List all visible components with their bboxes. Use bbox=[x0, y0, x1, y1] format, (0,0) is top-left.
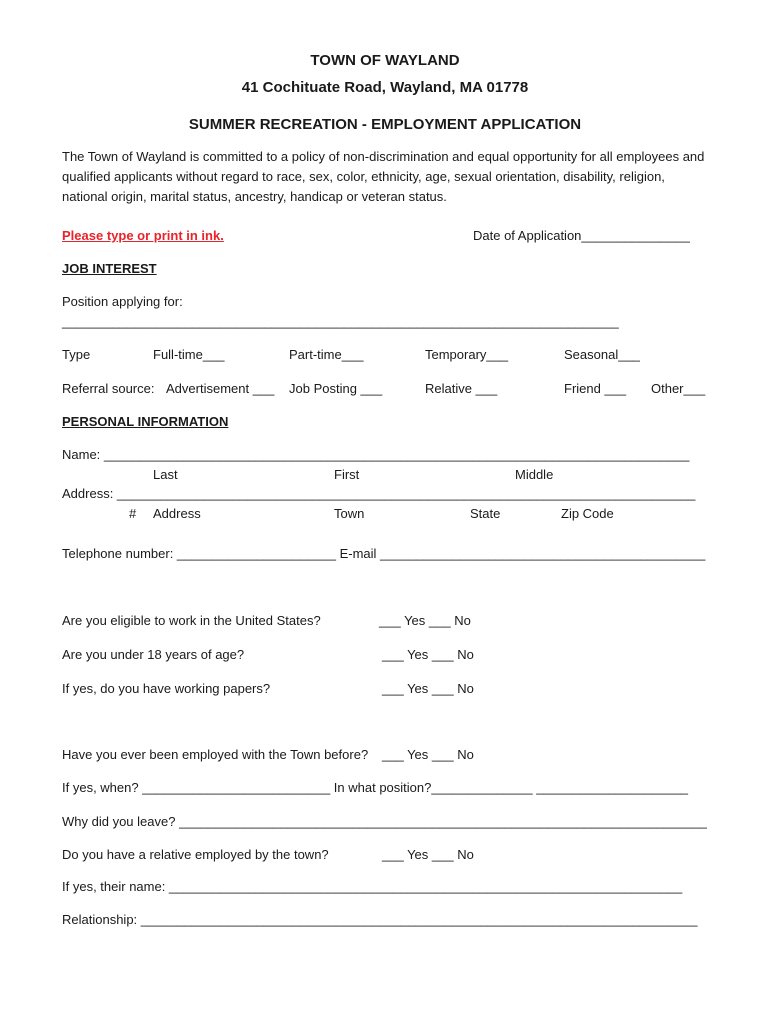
date-of-application-field[interactable]: Date of Application_______________ bbox=[473, 228, 690, 243]
referral-relative[interactable]: Relative ___ bbox=[425, 381, 498, 396]
referral-other[interactable]: Other___ bbox=[651, 381, 706, 396]
town-title: TOWN OF WAYLAND bbox=[310, 52, 460, 69]
answer-employed-before[interactable]: ___ Yes ___ No bbox=[382, 747, 474, 762]
address-street-label: Address bbox=[153, 506, 201, 521]
referral-label: Referral source: bbox=[62, 381, 155, 396]
address-state-label: State bbox=[470, 506, 501, 521]
name-middle-label: Middle bbox=[515, 467, 554, 482]
type-temporary[interactable]: Temporary___ bbox=[425, 347, 509, 362]
type-seasonal[interactable]: Seasonal___ bbox=[564, 347, 640, 362]
referral-friend[interactable]: Friend ___ bbox=[564, 381, 627, 396]
question-working-papers: If yes, do you have working papers? bbox=[62, 681, 271, 696]
type-part-time[interactable]: Part-time___ bbox=[289, 347, 364, 362]
phone-email-field[interactable]: Telephone number: ______________________ E-mail _____________________________________________ bbox=[62, 546, 706, 561]
referral-job-posting[interactable]: Job Posting ___ bbox=[289, 381, 383, 396]
answer-under-18[interactable]: ___ Yes ___ No bbox=[382, 647, 474, 662]
relative-name-field[interactable]: If yes, their name: _______________________________________________________________________ bbox=[62, 879, 683, 894]
position-field[interactable]: _____________________________________________________________________________ bbox=[62, 314, 619, 329]
policy-statement: The Town of Wayland is committed to a policy of non-discrimination and equal opportunity for all employees and qualified applicants without regard to race, sex, color, ethnicity, age, sexual orientation, disability, religion, national origin, marital status, ancestry, handicap or veteran status. bbox=[62, 149, 705, 204]
question-employed-before: Have you ever been employed with the Town before? bbox=[62, 747, 369, 762]
address-field[interactable]: Address: ________________________________________________________________________________ bbox=[62, 486, 696, 501]
form-title: SUMMER RECREATION - EMPLOYMENT APPLICATION bbox=[188, 116, 582, 133]
question-relative-employed: Do you have a relative employed by the town? bbox=[62, 847, 329, 862]
type-full-time[interactable]: Full-time___ bbox=[153, 347, 225, 362]
answer-eligible[interactable]: ___ Yes ___ No bbox=[379, 613, 471, 628]
address-zip-label: Zip Code bbox=[561, 506, 614, 521]
question-under-18: Are you under 18 years of age? bbox=[62, 647, 245, 662]
town-address: 41 Cochituate Road, Wayland, MA 01778 bbox=[241, 79, 529, 96]
answer-working-papers[interactable]: ___ Yes ___ No bbox=[382, 681, 474, 696]
personal-info-heading: PERSONAL INFORMATION bbox=[62, 414, 229, 429]
name-first-label: First bbox=[334, 467, 360, 482]
referral-advertisement[interactable]: Advertisement ___ bbox=[166, 381, 275, 396]
job-interest-heading: JOB INTEREST bbox=[62, 261, 157, 276]
position-label: Position applying for: bbox=[62, 294, 183, 309]
ink-instruction: Please type or print in ink. bbox=[62, 228, 224, 243]
type-label: Type bbox=[62, 347, 91, 362]
when-position-field[interactable]: If yes, when? __________________________ In what position?______________ _____________________ bbox=[62, 780, 689, 795]
relationship-field[interactable]: Relationship: _____________________________________________________________________________ bbox=[62, 912, 698, 927]
answer-relative-employed[interactable]: ___ Yes ___ No bbox=[382, 847, 474, 862]
address-number-label: # bbox=[129, 506, 137, 521]
question-eligible: Are you eligible to work in the United States? bbox=[62, 613, 321, 628]
address-town-label: Town bbox=[334, 506, 365, 521]
why-leave-field[interactable]: Why did you leave? _________________________________________________________________________ bbox=[62, 814, 707, 829]
name-last-label: Last bbox=[153, 467, 178, 482]
name-field[interactable]: Name: _________________________________________________________________________________ bbox=[62, 447, 690, 462]
